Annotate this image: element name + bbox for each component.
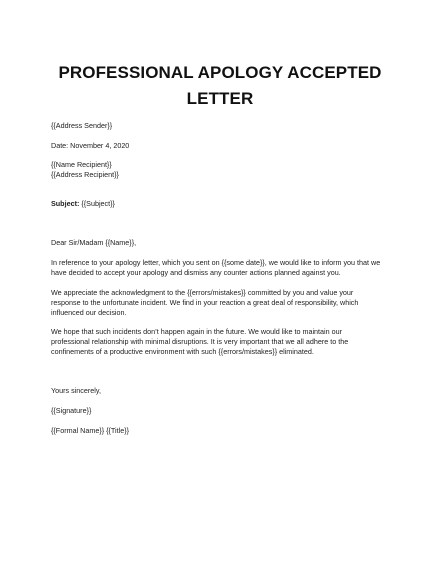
subject-value: {{Subject}}	[79, 199, 115, 208]
document-title	[0, 60, 440, 112]
recipient-address: {{Address Recipient}}	[51, 170, 119, 180]
formal-name: {{Formal Name}} {{Title}}	[51, 426, 130, 435]
paragraph-2: We appreciate the acknowledgment to the {{errors/mistakes}} committed by you and value your response to the unfortunate incident. We find in your reaction a great deal of responsibility, which influenced our decision.	[51, 288, 359, 318]
closing: Yours sincerely,	[51, 386, 101, 395]
paragraph-1: In reference to your apology letter, which you sent on {{some date}}, we would like to inform you that we have decided to accept your apology and dismiss any counter actions planned against you.	[51, 258, 381, 278]
signature: {{Signature}}	[51, 406, 92, 415]
paragraph-3: We hope that such incidents don’t happen again in the future. We would like to maintain our professional relationship with minimal disruptions. It is very important that we all adhere to the confinements of a productive environment with such {{errors/mistakes}} eliminated.	[51, 327, 349, 357]
title-line-1: PROFESSIONAL APOLOGY ACCEPTED	[58, 63, 382, 82]
sender-address: {{Address Sender}}	[51, 121, 113, 130]
recipient-block	[51, 160, 401, 180]
recipient-name: {{Name Recipient}}	[51, 160, 112, 169]
subject-label: Subject:	[51, 199, 80, 208]
subject-line	[51, 199, 401, 209]
letter-date: Date: November 4, 2020	[51, 141, 130, 150]
greeting: Dear Sir/Madam {{Name}},	[51, 238, 137, 247]
title-line-2: LETTER	[186, 89, 254, 108]
